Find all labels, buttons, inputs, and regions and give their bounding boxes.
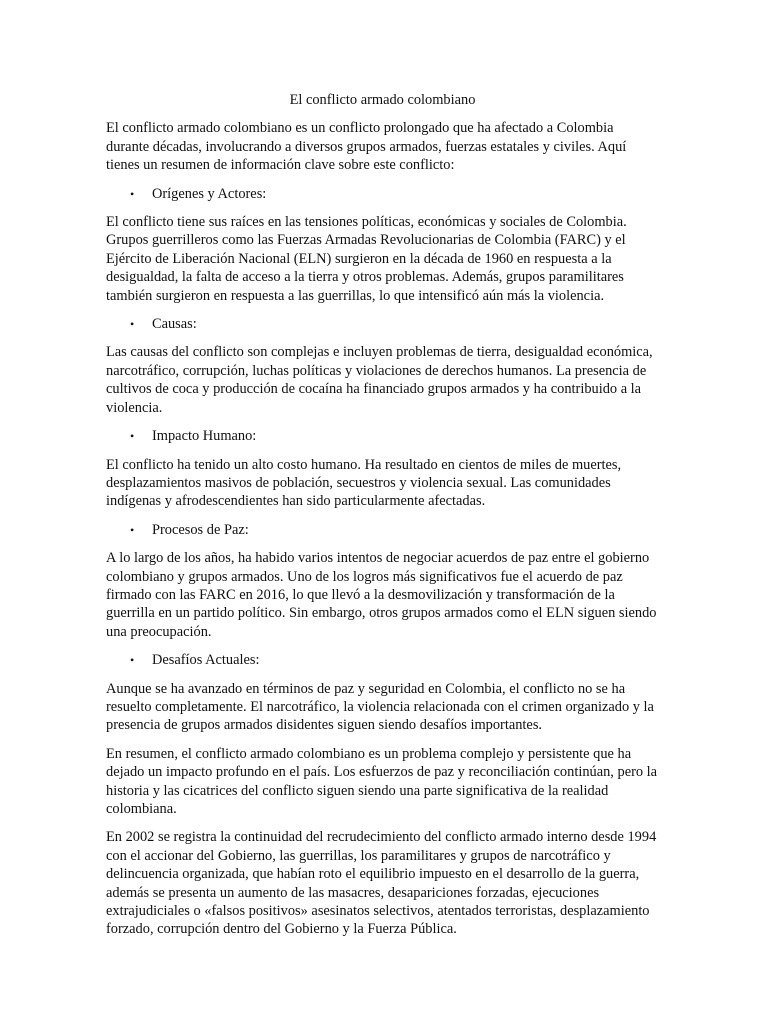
document-title: El conflicto armado colombiano	[289, 92, 476, 108]
section-heading-label: Desafíos Actuales:	[152, 652, 260, 669]
section-body-causas: Las causas del conflicto son complejas e incluyen problemas de tierra, desigualdad económica, narcotráfico, corrupción, luchas políticas y violaciones de derechos humanos. La presencia de cultivos de coca y producción de cocaína ha financiado grupos armados y ha contribuido a la violencia.	[106, 344, 653, 416]
section-heading-label: Causas:	[152, 316, 197, 333]
section-heading-impacto	[106, 427, 659, 445]
section-heading-label: Impacto Humano:	[152, 428, 257, 445]
section-body-desafios: Aunque se ha avanzado en términos de paz y seguridad en Colombia, el conflicto no se ha resuelto completamente. El narcotráfico, la violencia relacionada con el crimen organizado y la presencia de grupos armados disidentes siguen siendo desafíos importantes.	[106, 680, 654, 734]
bullet-icon: •	[130, 317, 135, 332]
section-body-procesos: A lo largo de los años, ha habido varios intentos de negociar acuerdos de paz entre el gobierno colombiano y grupos armados. Uno de los logros más significativos fue el acuerdo de paz firmado con las FARC en 2016, lo que llevó a la desmovilización y transformación de la guerrilla en un partido político. Sin embargo, otros grupos armados como el ELN siguen siendo una preocupación.	[106, 550, 657, 640]
section-heading-desafios	[106, 651, 659, 669]
intro-paragraph: El conflicto armado colombiano es un conflicto prolongado que ha afectado a Colombia durante décadas, involucrando a diversos grupos armados, fuerzas estatales y civiles. Aquí tienes un resumen de información clave sobre este conflicto:	[106, 120, 627, 174]
section-heading-label: Orígenes y Actores:	[152, 185, 267, 202]
bullet-icon: •	[130, 429, 135, 444]
section-heading-label: Procesos de Paz:	[152, 521, 249, 538]
bullet-icon: •	[130, 522, 135, 537]
section-heading-procesos	[106, 521, 659, 539]
document-page	[106, 91, 659, 949]
section-heading-origenes	[106, 185, 659, 203]
closing-paragraph: En 2002 se registra la continuidad del recrudecimiento del conflicto armado interno desde 1994 con el accionar del Gobierno, las guerrillas, los paramilitares y grupos de narcotráfico y delincuencia organizada, que habían roto el equilibrio impuesto en el desarrollo de la guerra, además se presenta un aumento de las masacres, desapariciones forzadas, ejecuciones extrajudiciales o «falsos positivos» asesinatos selectivos, atentados terroristas, desplazamiento forzado, corrupción dentro del Gobierno y la Fuerza Pública.	[106, 829, 657, 938]
section-body-impacto: El conflicto ha tenido un alto costo humano. Ha resultado en cientos de miles de muertes, desplazamientos masivos de población, secuestros y violencia sexual. Las comunidades indígenas y afrodescendientes han sido particularmente afectadas.	[106, 456, 622, 510]
section-body-origenes: El conflicto tiene sus raíces en las tensiones políticas, económicas y sociales de Colombia. Grupos guerrilleros como las Fuerzas Armadas Revolucionarias de Colombia (FARC) y el Ejército de Liberación Nacional (ELN) surgieron en la década de 1960 en respuesta a la desigualdad, la falta de acceso a la tierra y otros problemas. Además, grupos paramilitares también surgieron en respuesta a las guerrillas, lo que intensificó aún más la violencia.	[106, 214, 627, 304]
section-heading-causas	[106, 315, 659, 333]
bullet-icon: •	[130, 653, 135, 668]
bullet-icon: •	[130, 186, 135, 201]
summary-paragraph: En resumen, el conflicto armado colombiano es un problema complejo y persistente que ha dejado un impacto profundo en el país. Los esfuerzos de paz y reconciliación continúan, pero la historia y las cicatrices del conflicto siguen siendo una parte significativa de la realidad colombiana.	[106, 745, 658, 817]
